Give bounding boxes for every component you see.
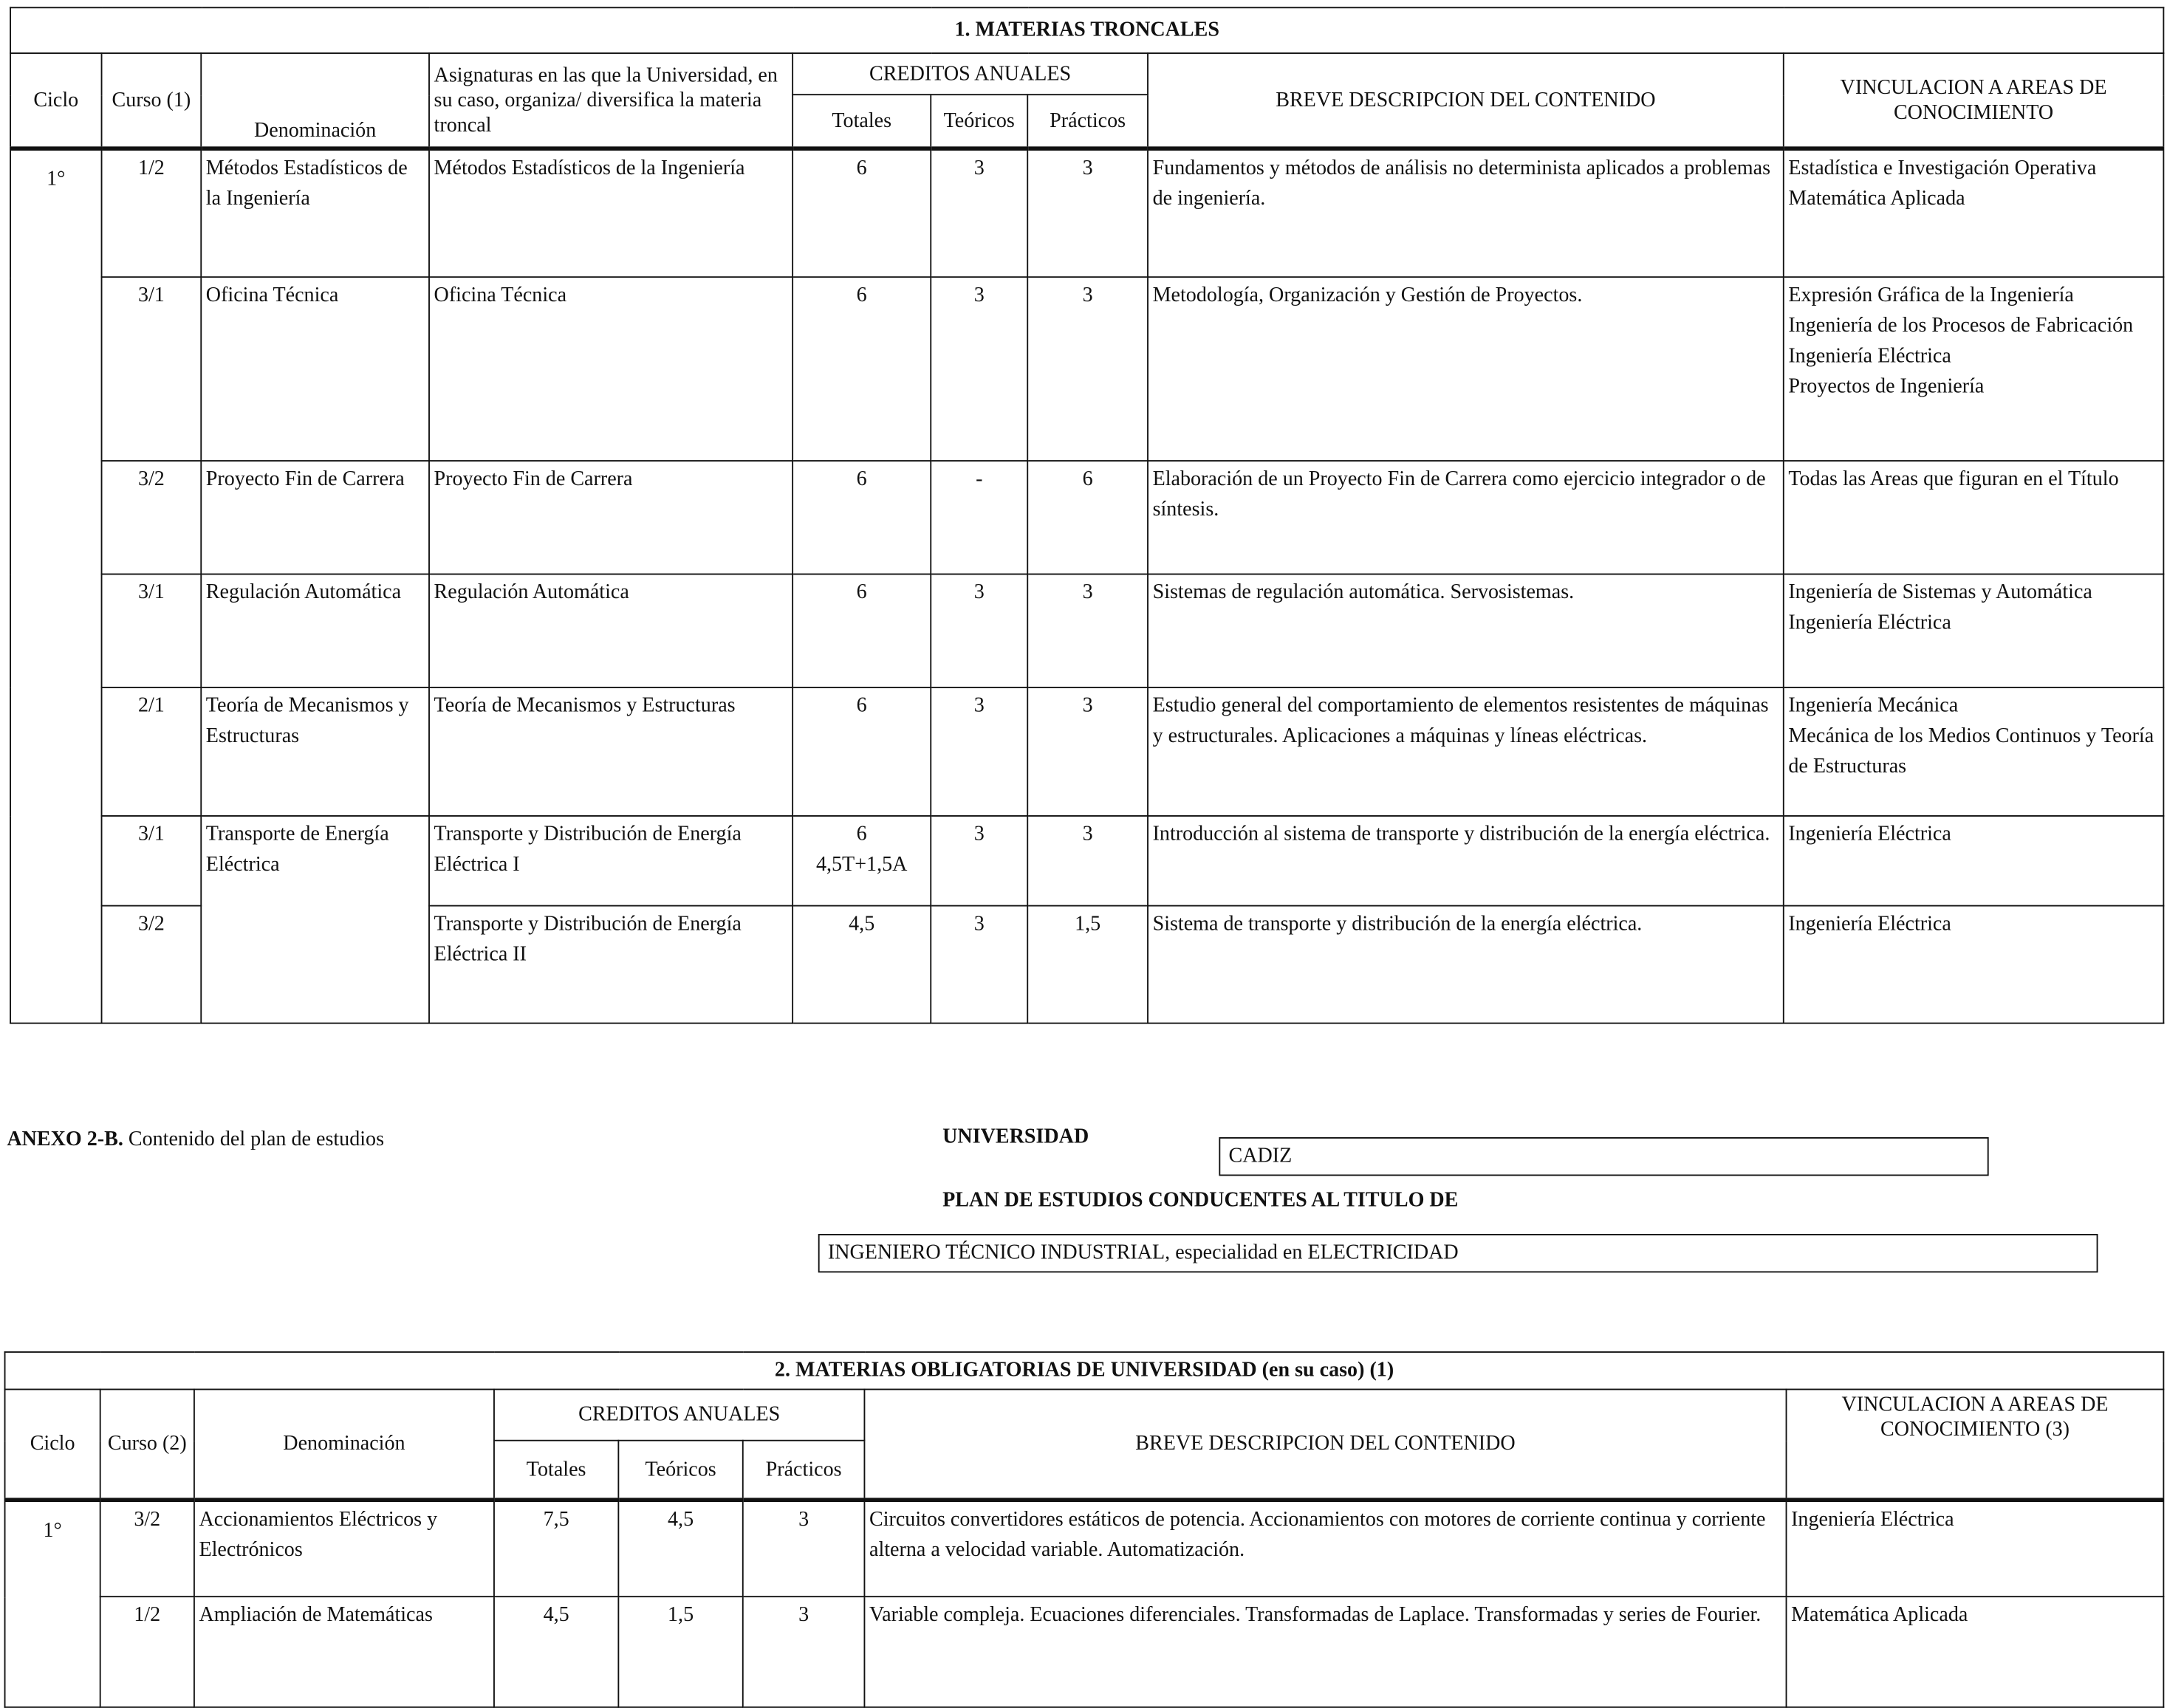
anexo-label [7, 1129, 384, 1153]
obligatorias-title: 2. MATERIAS OBLIGATORIAS DE UNIVERSIDAD (en su caso) (1) [5, 1352, 2164, 1390]
totales-cell: 6 [792, 687, 931, 816]
totales-cell: 4,5 [494, 1596, 618, 1707]
curso-cell: 1/2 [100, 1596, 194, 1707]
practicos-cell: 3 [743, 1596, 865, 1707]
vinculacion-cell: Ingeniería Eléctrica [1784, 816, 2164, 906]
descripcion-cell: Elaboración de un Proyecto Fin de Carrera como ejercicio integrador o de síntesis. [1148, 461, 1784, 574]
practicos-cell: 3 [1027, 816, 1148, 906]
descripcion-cell: Circuitos convertidores estáticos de potencia. Accionamientos con motores de corriente continua y corriente alterna a velocidad variable. Automatización. [864, 1500, 1786, 1596]
teoricos-cell: 1,5 [618, 1596, 742, 1707]
descripcion-cell: Sistema de transporte y distribución de la energía eléctrica. [1148, 906, 1784, 1023]
plan-label: PLAN DE ESTUDIOS CONDUCENTES AL TITULO DE [942, 1190, 1459, 1213]
denominacion-cell: Ampliación de Matemáticas [194, 1596, 494, 1707]
header-curso: Curso (1) [102, 53, 202, 148]
vinculacion-cell: Ingeniería Eléctrica [1784, 906, 2164, 1023]
header-teoricos: Teóricos [931, 95, 1027, 148]
troncales-table [10, 7, 2164, 1023]
curso-cell: 3/2 [102, 461, 202, 574]
totales-cell: 6 4,5T+1,5A [792, 816, 931, 906]
teoricos-cell: - [931, 461, 1027, 574]
header-practicos: Prácticos [743, 1441, 865, 1500]
denominacion-cell: Accionamientos Eléctricos y Electrónicos [194, 1500, 494, 1596]
curso-cell: 3/1 [102, 277, 202, 461]
table-row [5, 1500, 2164, 1596]
vinculacion-cell: Matemática Aplicada [1787, 1596, 2164, 1707]
teoricos-cell: 3 [931, 277, 1027, 461]
practicos-cell: 3 [1027, 574, 1148, 687]
table-row [5, 1596, 2164, 1707]
anexo-label-text: Contenido del plan de estudios [128, 1128, 385, 1151]
denominacion-cell: Transporte de Energía Eléctrica [201, 816, 429, 1023]
universidad-value: CADIZ [1219, 1137, 1988, 1176]
asignatura-cell: Transporte y Distribución de Energía Eléctrica I [429, 816, 792, 906]
header-totales: Totales [494, 1441, 618, 1500]
curso-cell: 3/2 [100, 1500, 194, 1596]
teoricos-cell: 3 [931, 148, 1027, 277]
header-creditos: CREDITOS ANUALES [792, 53, 1148, 95]
denominacion-cell: Oficina Técnica [201, 277, 429, 461]
teoricos-cell: 3 [931, 574, 1027, 687]
header-ciclo: Ciclo [5, 1389, 100, 1500]
header-denominacion: Denominación [194, 1389, 494, 1500]
asignatura-cell: Regulación Automática [429, 574, 792, 687]
teoricos-cell: 3 [931, 687, 1027, 816]
table-row [10, 574, 2163, 687]
header-creditos: CREDITOS ANUALES [494, 1389, 864, 1440]
header-vinculacion: VINCULACION A AREAS DE CONOCIMIENTO [1784, 53, 2164, 148]
asignatura-cell: Métodos Estadísticos de la Ingeniería [429, 148, 792, 277]
teoricos-cell: 4,5 [618, 1500, 742, 1596]
teoricos-cell: 3 [931, 816, 1027, 906]
vinculacion-cell: Todas las Areas que figuran en el Título [1784, 461, 2164, 574]
ciclo-cell: 1° [5, 1500, 100, 1707]
denominacion-cell: Regulación Automática [201, 574, 429, 687]
descripcion-cell: Fundamentos y métodos de análisis no determinista aplicados a problemas de ingeniería. [1148, 148, 1784, 277]
vinculacion-cell: Ingeniería Eléctrica [1787, 1500, 2164, 1596]
universidad-label: UNIVERSIDAD [942, 1126, 1089, 1148]
asignatura-cell: Oficina Técnica [429, 277, 792, 461]
denominacion-cell: Proyecto Fin de Carrera [201, 461, 429, 574]
table-row [10, 687, 2163, 816]
curso-cell: 3/1 [102, 574, 202, 687]
table-row [10, 148, 2163, 277]
practicos-cell: 6 [1027, 461, 1148, 574]
obligatorias-table [4, 1351, 2165, 1708]
vinculacion-cell: Ingeniería Mecánica Mecánica de los Medios Continuos y Teoría de Estructuras [1784, 687, 2164, 816]
denominacion-cell: Métodos Estadísticos de la Ingeniería [201, 148, 429, 277]
practicos-cell: 3 [1027, 277, 1148, 461]
practicos-cell: 3 [1027, 148, 1148, 277]
descripcion-cell: Introducción al sistema de transporte y distribución de la energía eléctrica. [1148, 816, 1784, 906]
header-curso: Curso (2) [100, 1389, 194, 1500]
asignatura-cell: Transporte y Distribución de Energía Eléctrica II [429, 906, 792, 1023]
teoricos-cell: 3 [931, 906, 1027, 1023]
descripcion-cell: Metodología, Organización y Gestión de Proyectos. [1148, 277, 1784, 461]
descripcion-cell: Variable compleja. Ecuaciones diferenciales. Transformadas de Laplace. Transformadas y series de Fourier. [864, 1596, 1786, 1707]
header-teoricos: Teóricos [618, 1441, 742, 1500]
descripcion-cell: Sistemas de regulación automática. Servosistemas. [1148, 574, 1784, 687]
anexo-label-bold: ANEXO 2-B. [7, 1128, 123, 1151]
denominacion-cell: Teoría de Mecanismos y Estructuras [201, 687, 429, 816]
curso-cell: 3/1 [102, 816, 202, 906]
header-asignaturas: Asignaturas en las que la Universidad, en su caso, organiza/ diversifica la materia troncal [429, 53, 792, 148]
header-denominacion: Denominación [201, 53, 429, 148]
header-totales: Totales [792, 95, 931, 148]
ciclo-cell: 1° [10, 148, 101, 1023]
header-practicos: Prácticos [1027, 95, 1148, 148]
totales-cell: 6 [792, 148, 931, 277]
curso-cell: 3/2 [102, 906, 202, 1023]
asignatura-cell: Proyecto Fin de Carrera [429, 461, 792, 574]
table-row [10, 816, 2163, 906]
totales-cell: 6 [792, 574, 931, 687]
vinculacion-cell: Ingeniería de Sistemas y Automática Ingeniería Eléctrica [1784, 574, 2164, 687]
vinculacion-cell: Estadística e Investigación Operativa Matemática Aplicada [1784, 148, 2164, 277]
totales-cell: 6 [792, 461, 931, 574]
curso-cell: 1/2 [102, 148, 202, 277]
titulo-value: INGENIERO TÉCNICO INDUSTRIAL, especialidad en ELECTRICIDAD [818, 1234, 2098, 1272]
totales-cell: 4,5 [792, 906, 931, 1023]
practicos-cell: 3 [1027, 687, 1148, 816]
curso-cell: 2/1 [102, 687, 202, 816]
totales-cell: 6 [792, 277, 931, 461]
totales-cell: 7,5 [494, 1500, 618, 1596]
header-descripcion: BREVE DESCRIPCION DEL CONTENIDO [1148, 53, 1784, 148]
header-vinculacion: VINCULACION A AREAS DE CONOCIMIENTO (3) [1787, 1389, 2164, 1500]
header-descripcion: BREVE DESCRIPCION DEL CONTENIDO [864, 1389, 1786, 1500]
table-row [10, 461, 2163, 574]
practicos-cell: 1,5 [1027, 906, 1148, 1023]
practicos-cell: 3 [743, 1500, 865, 1596]
descripcion-cell: Estudio general del comportamiento de elementos resistentes de máquinas y estructurales. Aplicaciones a máquinas y líneas eléctricas. [1148, 687, 1784, 816]
vinculacion-cell: Expresión Gráfica de la Ingeniería Ingeniería de los Procesos de Fabricación Ingeniería Eléctrica Proyectos de Ingeniería [1784, 277, 2164, 461]
header-ciclo: Ciclo [10, 53, 101, 148]
troncales-title: 1. MATERIAS TRONCALES [10, 7, 2163, 53]
table-row [10, 277, 2163, 461]
asignatura-cell: Teoría de Mecanismos y Estructuras [429, 687, 792, 816]
